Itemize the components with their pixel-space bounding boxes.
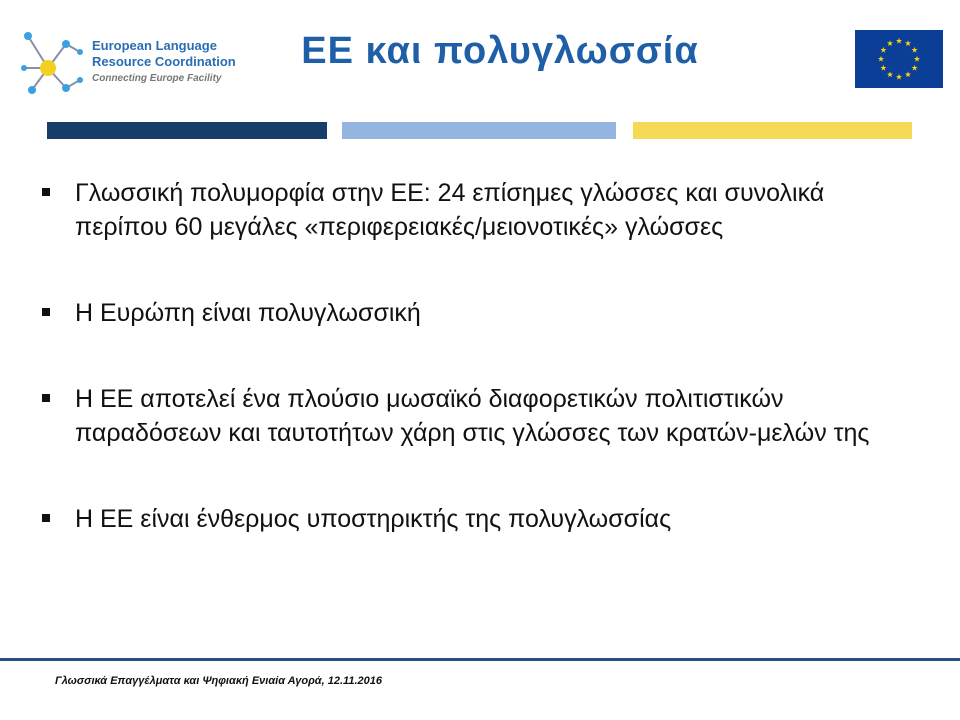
bullet-item (38, 502, 918, 536)
flag-star (912, 47, 918, 53)
accent-bar-dark-blue (47, 122, 327, 139)
flag-star (880, 47, 886, 53)
bullet-text: Η Ευρώπη είναι πολυγλωσσική (75, 299, 421, 327)
bullet-item (38, 296, 918, 330)
bullet-text: Η ΕΕ αποτελεί ένα πλούσιο μωσαϊκό διαφορετικών πολιτιστικών παραδόσεων και ταυτοτήτων χάρη στις γλώσσες των κρατών-μελών της (75, 385, 870, 447)
page-title: ΕΕ και πολυγλωσσία (301, 30, 699, 72)
flag-star (887, 71, 893, 77)
flag-star (887, 40, 893, 46)
bullet-marker (42, 514, 50, 522)
bullet-marker (42, 308, 50, 316)
bullet-marker (42, 188, 50, 196)
footer-divider (0, 658, 960, 661)
elrc-logo (18, 28, 236, 108)
flag-star (912, 65, 918, 71)
bullet-marker (42, 394, 50, 402)
network-nodes-icon (18, 28, 94, 108)
bullet-item (38, 176, 918, 244)
flag-star (896, 38, 902, 44)
accent-bar-light-blue (342, 122, 616, 139)
logo-tagline: Connecting Europe Facility (92, 73, 222, 84)
flag-star (905, 40, 911, 46)
footer-text: Γλωσσικά Επαγγέλματα και Ψηφιακή Ενιαία Αγορά, 12.11.2016 (55, 675, 382, 687)
flag-star (905, 71, 911, 77)
flag-star (914, 56, 920, 62)
bullet-text: Γλωσσική πολυμορφία στην ΕΕ: 24 επίσημες γλώσσες και συνολικά περίπου 60 μεγάλες «περιφερειακές/μειονοτικές» γλώσσες (75, 179, 825, 241)
logo-line1: European Language (92, 38, 217, 53)
flag-star (878, 56, 884, 62)
eu-flag-icon (855, 30, 943, 88)
bullet-item (38, 382, 918, 450)
logo-line2: Resource Coordination (92, 54, 236, 69)
flag-star (880, 65, 886, 71)
accent-bar-yellow (633, 122, 912, 139)
bullet-text: Η ΕΕ είναι ένθερμος υποστηρικτής της πολυγλωσσίας (75, 505, 672, 533)
bullet-list (38, 176, 918, 536)
flag-star (896, 74, 902, 80)
